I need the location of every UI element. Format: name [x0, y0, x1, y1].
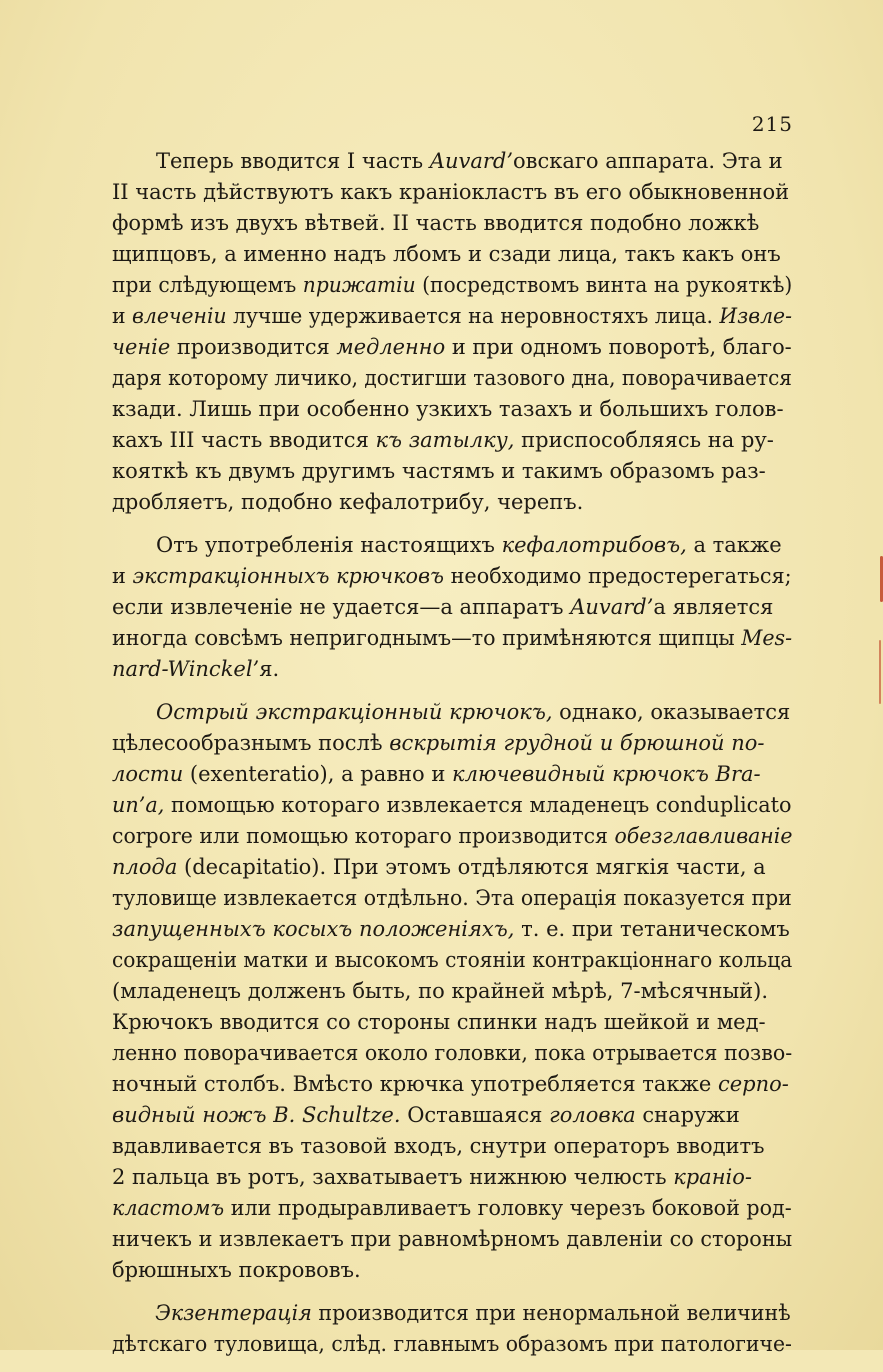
text-run: формѣ изъ двухъ вѣтвей. II часть вводится подобно ложкѣ	[112, 211, 760, 235]
italic-text: прижатіи	[302, 273, 416, 297]
text-line	[112, 363, 792, 394]
text-run: (exenteratio), а равно и	[183, 762, 453, 786]
text-line	[112, 239, 792, 270]
text-line	[112, 1131, 792, 1162]
text-run: щипцовъ, а именно надъ лбомъ и сзади лица, такъ какъ онъ	[112, 242, 781, 266]
text-line	[112, 592, 792, 623]
text-run: овскаго аппарата. Эта и	[513, 149, 783, 173]
text-run: 2 пальца въ ротъ, захватываетъ нижнюю челюсть	[112, 1165, 674, 1189]
text-run: туловище извлекается отдѣльно. Эта операція показуется при	[112, 886, 792, 910]
text-line	[112, 1255, 792, 1286]
body-text	[112, 146, 792, 1372]
text-line	[112, 332, 792, 363]
italic-text: къ затылку,	[375, 428, 515, 452]
paragraph	[112, 697, 792, 1286]
text-run: при слѣдующемъ	[112, 273, 303, 297]
text-line	[112, 1224, 792, 1255]
text-run: кзади. Лишь при особенно узкихъ тазахъ и большихъ голов-	[112, 397, 784, 421]
text-run: Оставшаяся	[400, 1103, 550, 1127]
text-run: вдавливается въ тазовой входъ, снутри операторъ вводитъ	[112, 1134, 765, 1158]
italic-text: краніо-	[673, 1165, 752, 1189]
text-run: и	[112, 564, 133, 588]
italic-text: ченіе	[112, 335, 171, 359]
text-run: необходимо предостерегаться;	[443, 564, 792, 588]
italic-text: экстракціонныхъ крючковъ	[132, 564, 444, 588]
italic-text: серпо-	[717, 1072, 789, 1096]
text-run: ночный столбъ. Вмѣсто крючка употребляется также	[112, 1072, 718, 1096]
text-line	[112, 208, 792, 239]
text-line	[112, 270, 792, 301]
text-run: иногда совсѣмъ непригоднымъ—то примѣняются щипцы	[112, 626, 742, 650]
italic-text: медленно	[336, 335, 446, 359]
text-run: сокращеніи матки и высокомъ стояніи контракціоннаго кольца	[112, 948, 792, 972]
italic-text: кластомъ	[112, 1196, 225, 1220]
italic-text: Mes-	[741, 626, 792, 650]
italic-text: Извле-	[719, 304, 792, 328]
text-run: кахъ III часть вводится	[112, 428, 376, 452]
italic-text: видный ножъ B. Schultze.	[112, 1103, 401, 1127]
italic-text: un’а,	[112, 793, 165, 817]
text-run: дѣтскаго туловища, слѣд. главнымъ образомъ при патологиче-	[112, 1332, 792, 1356]
text-line	[112, 1298, 835, 1329]
italic-text: Auvard’	[570, 595, 654, 619]
text-run: производится при ненормальной величинѣ	[311, 1301, 791, 1325]
italic-text: ключевидный крючокъ Bra-	[452, 762, 761, 786]
text-line	[112, 301, 792, 332]
italic-text: Экзентерація	[155, 1301, 312, 1325]
text-line	[112, 1100, 792, 1131]
text-run: даря которому личико, достигши тазового дна, поворачивается	[112, 366, 792, 390]
text-run: помощью котораго извлекается младенецъ conduplicato	[164, 793, 792, 817]
italic-text: лости	[112, 762, 184, 786]
text-run: ленно поворачивается около головки, пока отрывается позво-	[112, 1041, 792, 1065]
italic-text: Острый экстракціонный крючокъ,	[156, 700, 553, 724]
italic-text: вскрытія грудной и брюшной по-	[389, 731, 765, 755]
text-line	[112, 654, 792, 685]
text-line	[112, 177, 792, 208]
italic-text: влеченіи	[132, 304, 227, 328]
italic-text: запущенныхъ косыхъ положеніяхъ,	[112, 917, 515, 941]
text-run: брюшныхъ покрововъ.	[112, 1258, 361, 1282]
text-run: II часть дѣйствуютъ какъ краніокластъ въ его обыкновенной	[112, 180, 790, 204]
text-run: производится	[170, 335, 337, 359]
text-run: снаружи	[635, 1103, 740, 1127]
paragraph	[112, 530, 792, 685]
text-run: Крючокъ вводится со стороны спинки надъ шейкой и мед-	[112, 1010, 766, 1034]
text-line	[112, 1162, 792, 1193]
text-line	[112, 530, 792, 561]
text-run: (младенецъ долженъ быть, по крайней мѣрѣ, 7-мѣсячный).	[112, 979, 769, 1003]
text-run: кояткѣ къ двумъ другимъ частямъ и такимъ образомъ раз-	[112, 459, 766, 483]
italic-text: кефалотрибовъ,	[501, 533, 687, 557]
text-line	[112, 394, 792, 425]
page-number: 215	[751, 112, 793, 136]
text-run: а также	[686, 533, 782, 557]
text-run: Теперь вводится I часть	[156, 149, 430, 173]
text-line	[112, 697, 792, 728]
text-run: (decapitatio). При этомъ отдѣляются мягкія части, а	[177, 855, 766, 879]
margin-mark	[879, 640, 881, 704]
text-line	[112, 425, 792, 456]
italic-text: головка	[549, 1103, 636, 1127]
text-line	[112, 1038, 792, 1069]
text-line	[112, 883, 792, 914]
text-line	[112, 487, 792, 518]
text-run: лучше удерживается на неровностяхъ лица.	[226, 304, 720, 328]
italic-text: обезглавливаніе	[614, 824, 792, 848]
paragraph	[112, 146, 792, 518]
text-line	[112, 914, 792, 945]
text-line	[112, 561, 792, 592]
text-run: однако, оказывается	[552, 700, 791, 724]
text-run: corpore или помощью котораго производится	[112, 824, 615, 848]
text-run: т. е. при тетаническомъ	[514, 917, 790, 941]
text-run: и при одномъ поворотѣ, благо-	[445, 335, 792, 359]
text-line	[112, 623, 792, 654]
text-line	[112, 976, 792, 1007]
text-line	[112, 1329, 792, 1360]
text-run: приспособляясь на ру-	[514, 428, 774, 452]
text-run: дробляетъ, подобно кефалотрибу, черепъ.	[112, 490, 584, 514]
text-run: а является	[653, 595, 774, 619]
text-run: (посредствомъ винта на рукояткѣ)	[415, 273, 792, 297]
text-line	[112, 759, 792, 790]
text-run: если извлеченіе не удается—а аппаратъ	[112, 595, 571, 619]
text-run: Отъ употребленія настоящихъ	[156, 533, 502, 557]
text-line	[112, 852, 792, 883]
text-line	[112, 945, 792, 976]
text-line	[112, 728, 792, 759]
italic-text: nard-Winckel’	[112, 657, 260, 681]
text-run: или продыравливаетъ головку черезъ боковой род-	[224, 1196, 792, 1220]
text-run: я.	[259, 657, 280, 681]
text-line	[112, 1007, 792, 1038]
italic-text: Auvard’	[429, 149, 514, 173]
text-line	[112, 1193, 792, 1224]
text-line	[112, 790, 792, 821]
italic-text: плода	[112, 855, 178, 879]
text-run: цѣлесообразнымъ послѣ	[112, 731, 390, 755]
text-line	[112, 1069, 792, 1100]
text-run: ничекъ и извлекаетъ при равномѣрномъ давленіи со стороны	[112, 1227, 792, 1251]
text-run: и	[112, 304, 133, 328]
paragraph	[112, 1298, 792, 1360]
text-line	[112, 821, 792, 852]
text-line	[112, 146, 792, 177]
text-line	[112, 456, 792, 487]
